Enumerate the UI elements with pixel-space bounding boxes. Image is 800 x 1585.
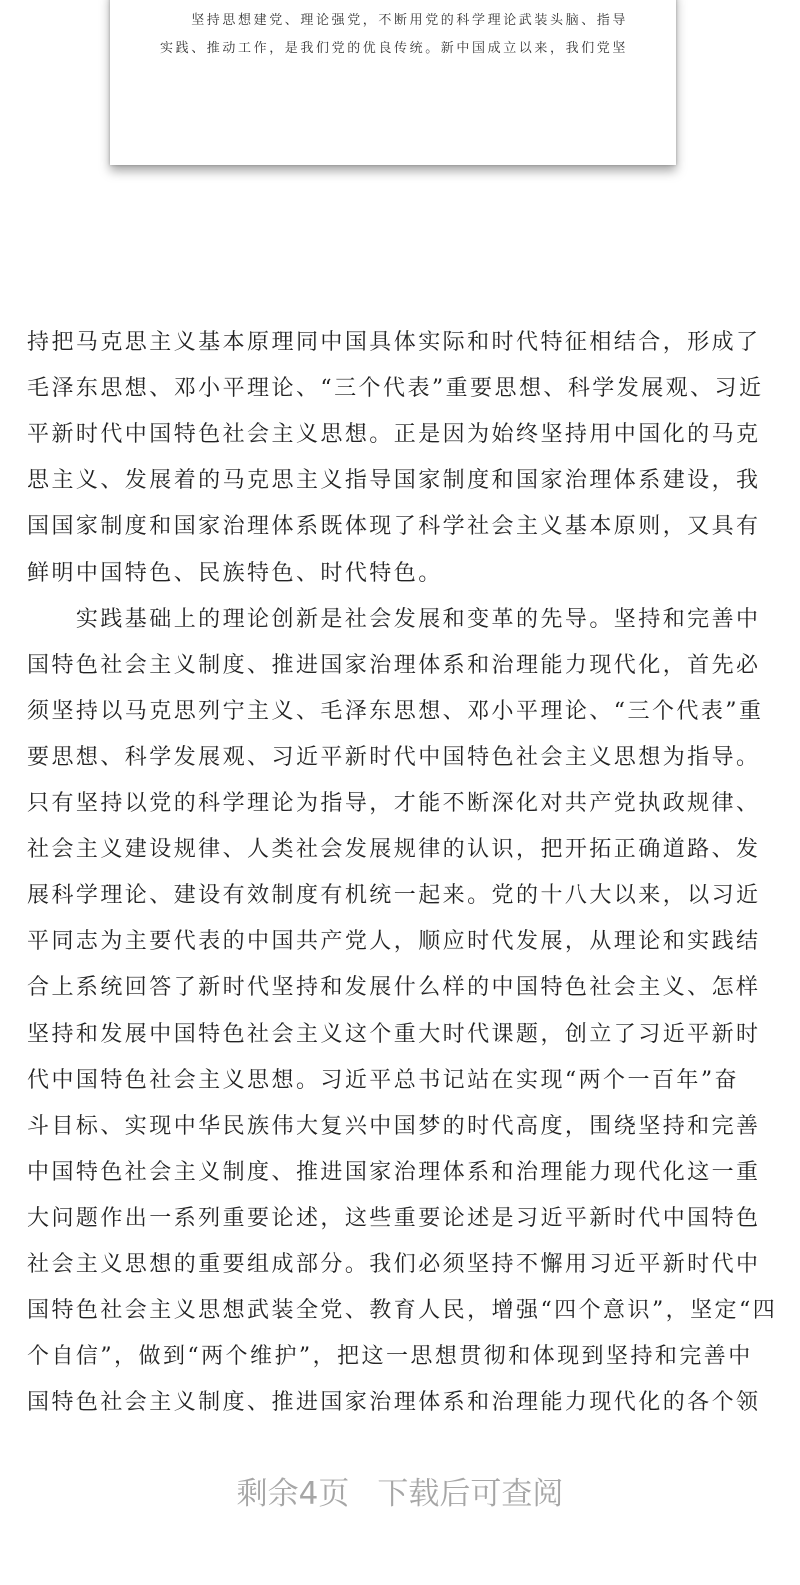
body-line: 展科学理论、建设有效制度有机统一起来。党的十八大以来，以习近	[27, 883, 761, 909]
download-prompt[interactable]	[0, 1468, 800, 1513]
download-to-view-label[interactable]: 下载后可查阅	[377, 1476, 564, 1512]
preview-line: 坚持思想建党、理论强党，不断用党的科学理论武装头脑、指导	[160, 13, 629, 28]
body-line: 国特色社会主义制度、推进国家治理体系和治理能力现代化，首先必	[27, 652, 761, 678]
body-line: 实践基础上的理论创新是社会发展和变革的先导。坚持和完善中	[27, 606, 761, 632]
body-line: 持把马克思主义基本原理同中国具体实际和时代特征相结合，形成了	[27, 330, 761, 355]
body-line: 只有坚持以党的科学理论为指导，才能不断深化对共产党执政规律、	[27, 791, 761, 816]
body-line: 代中国特色社会主义思想。习近平总书记站在实现“两个一百年”奋	[27, 1067, 739, 1093]
body-line: 国特色社会主义思想武装全党、教育人民，增强“四个意识”，坚定“四	[27, 1298, 778, 1324]
body-line: 社会主义思想的重要组成部分。我们必须坚持不懈用习近平新时代中	[27, 1252, 761, 1277]
body-line: 平同志为主要代表的中国共产党人，顺应时代发展，从理论和实践结	[27, 929, 761, 955]
body-line: 国国家制度和国家治理体系既体现了科学社会主义基本原则，又具有	[27, 514, 761, 540]
body-line: 平新时代中国特色社会主义思想。正是因为始终坚持用中国化的马克	[27, 422, 761, 448]
preview-page-card	[110, 0, 676, 165]
body-line: 思主义、发展着的马克思主义指导国家制度和国家治理体系建设，我	[27, 468, 761, 494]
body-line: 社会主义建设规律、人类社会发展规律的认识，把开拓正确道路、发	[27, 837, 761, 863]
body-line: 要思想、科学发展观、习近平新时代中国特色社会主义思想为指导。	[27, 744, 761, 770]
body-line: 坚持和发展中国特色社会主义这个重大时代课题，创立了习近平新时	[27, 1021, 761, 1047]
body-line: 合上系统回答了新时代坚持和发展什么样的中国特色社会主义、怎样	[27, 975, 761, 1001]
body-line: 国特色社会主义制度、推进国家治理体系和治理能力现代化的各个领	[27, 1390, 761, 1416]
body-line: 斗目标、实现中华民族伟大复兴中国梦的时代高度，围绕坚持和完善	[27, 1113, 761, 1139]
body-line: 鲜明中国特色、民族特色、时代特色。	[27, 560, 443, 586]
body-line: 毛泽东思想、邓小平理论、“三个代表”重要思想、科学发展观、习近	[27, 376, 764, 402]
remaining-pages-label: 剩余4页	[236, 1476, 350, 1512]
preview-line: 实践、推动工作，是我们党的优良传统。新中国成立以来，我们党坚	[160, 41, 629, 56]
body-line: 个自信”，做到“两个维护”，把这一思想贯彻和体现到坚持和完善中	[27, 1344, 753, 1370]
body-line: 中国特色社会主义制度、推进国家治理体系和治理能力现代化这一重	[27, 1159, 761, 1185]
body-line: 大问题作出一系列重要论述，这些重要论述是习近平新时代中国特色	[27, 1205, 761, 1231]
body-line: 须坚持以马克思列宁主义、毛泽东思想、邓小平理论、“三个代表”重	[27, 698, 764, 724]
